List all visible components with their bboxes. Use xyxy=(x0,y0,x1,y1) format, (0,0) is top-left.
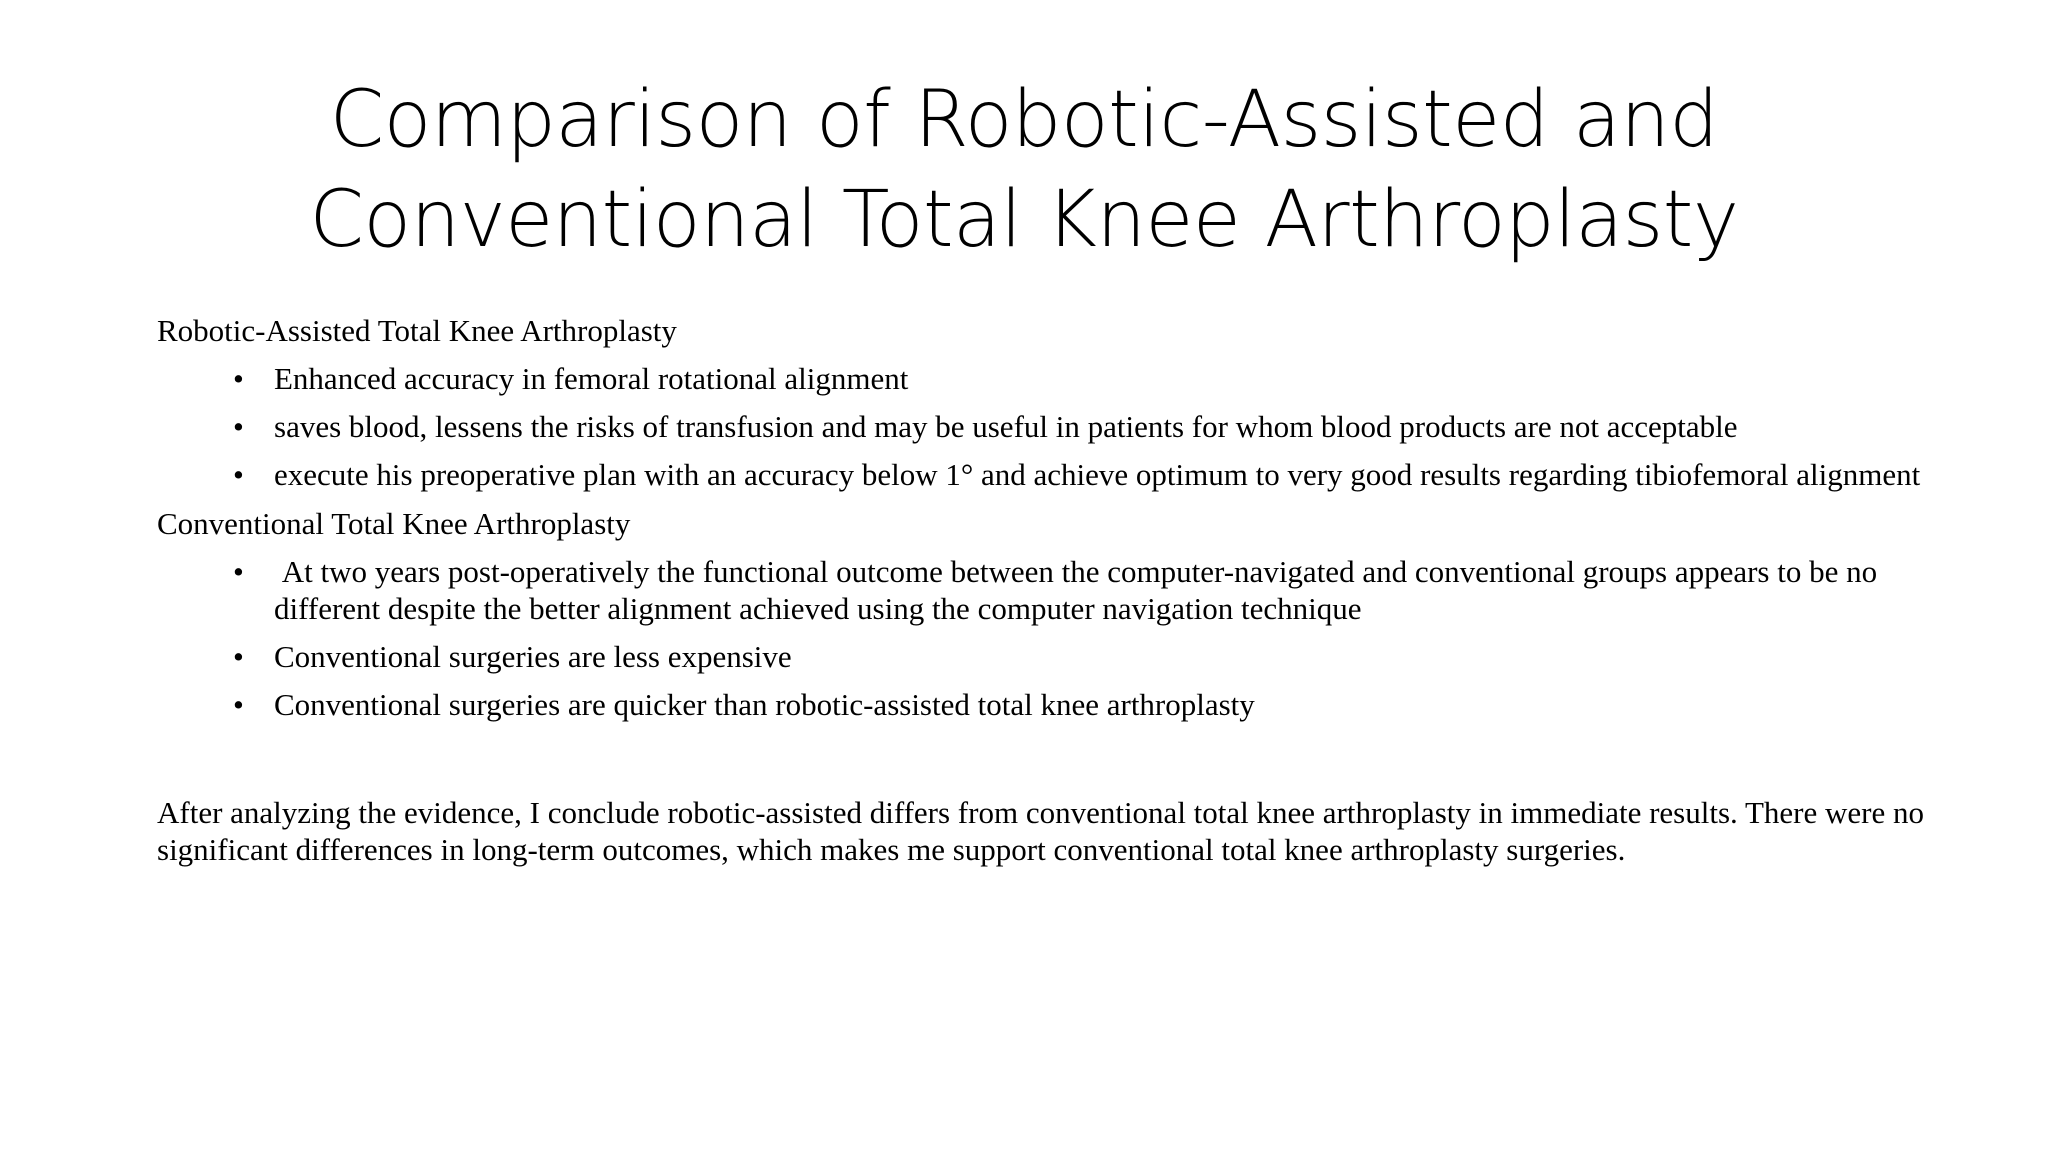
bullet-text: At two years post-operatively the functional outcome between the computer-navigated and conventional groups appears to be no different despite the better alignment achieved using the computer navigation technique xyxy=(274,554,1885,626)
slide-body xyxy=(157,312,1977,899)
conventional-bullet-list xyxy=(157,553,1977,723)
section-conventional xyxy=(157,505,1977,723)
bullet-text: saves blood, lessens the risks of transfusion and may be useful in patients for whom blood products are not acceptable xyxy=(274,409,1738,444)
bullet-item xyxy=(157,408,1977,445)
section-robotic xyxy=(157,312,1977,493)
bullet-icon: • xyxy=(233,457,244,492)
bullet-item xyxy=(157,553,1977,627)
title-line-1: Comparison of Robotic-Assisted and xyxy=(329,75,1719,165)
section-heading-robotic: Robotic-Assisted Total Knee Arthroplasty xyxy=(157,313,677,348)
robotic-bullet-list xyxy=(157,360,1977,493)
bullet-text: Conventional surgeries are quicker than robotic-assisted total knee arthroplasty xyxy=(274,687,1255,722)
bullet-icon: • xyxy=(233,554,244,589)
title-line-2: Conventional Total Knee Arthroplasty xyxy=(309,175,1739,265)
bullet-item xyxy=(157,456,1977,493)
bullet-icon: • xyxy=(233,361,244,396)
bullet-text: execute his preoperative plan with an accuracy below 1° and achieve optimum to very good results regarding tibiofemoral alignment xyxy=(274,457,1921,492)
bullet-item xyxy=(157,686,1977,723)
section-heading-conventional: Conventional Total Knee Arthroplasty xyxy=(157,506,631,541)
bullet-icon: • xyxy=(233,409,244,444)
bullet-text: Conventional surgeries are less expensive xyxy=(274,639,792,674)
bullet-icon: • xyxy=(233,639,244,674)
slide-title xyxy=(120,70,1928,270)
conclusion-paragraph: After analyzing the evidence, I conclude robotic-assisted differs from conventional total knee arthroplasty in immediate results. There were no significant differences in long-term outcomes, which makes me support conventional total knee arthroplasty surgeries. xyxy=(157,795,1924,867)
bullet-item xyxy=(157,360,1977,397)
bullet-icon: • xyxy=(233,687,244,722)
bullet-text: Enhanced accuracy in femoral rotational alignment xyxy=(274,361,909,396)
bullet-item xyxy=(157,638,1977,675)
